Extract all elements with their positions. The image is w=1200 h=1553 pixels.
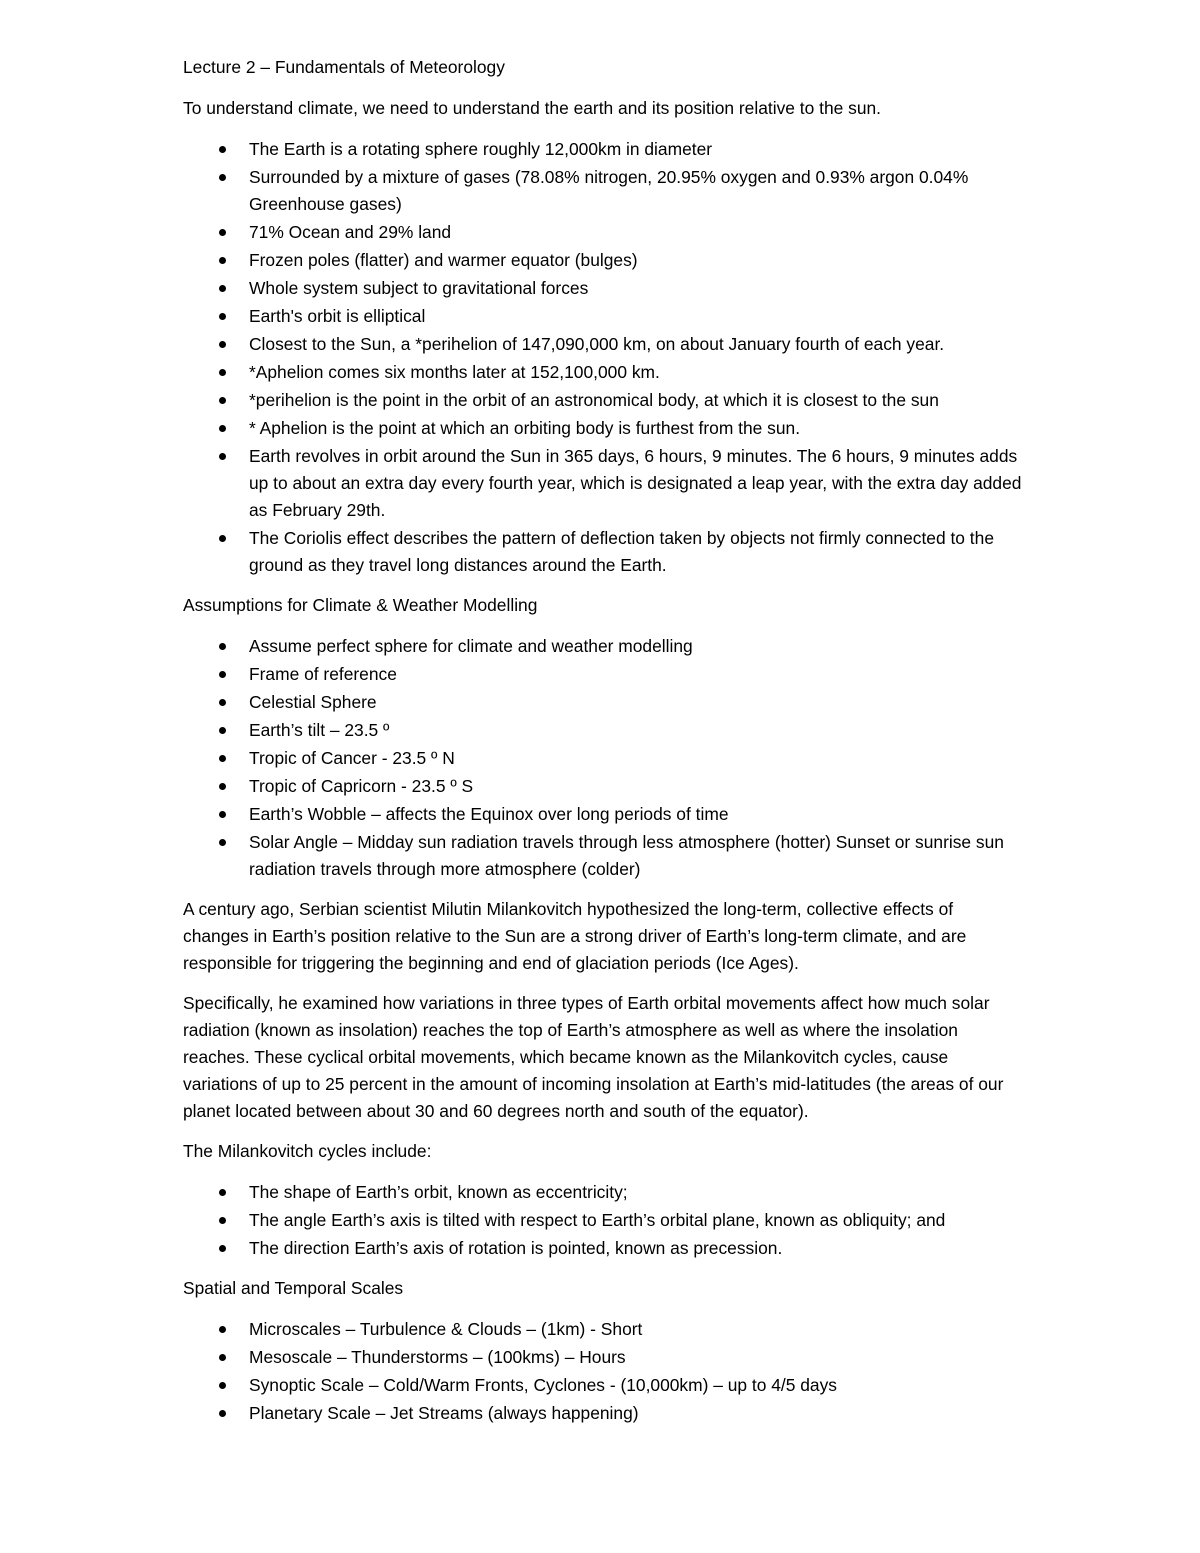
bullet-icon xyxy=(219,453,226,460)
assumptions-heading: Assumptions for Climate & Weather Modelling xyxy=(183,595,538,615)
bullet-icon xyxy=(219,229,226,236)
bullet-icon xyxy=(219,313,226,320)
bullet-icon xyxy=(219,1245,226,1252)
list-item: The Coriolis effect describes the pattern of deflection taken by objects not firmly connected to the ground as they travel long distances around the Earth. xyxy=(183,525,1023,579)
scales-heading: Spatial and Temporal Scales xyxy=(183,1278,404,1298)
bullet-icon xyxy=(219,783,226,790)
list-item: Earth's orbit is elliptical xyxy=(183,303,1023,330)
bullet-icon xyxy=(219,1217,226,1224)
list-item: * Aphelion is the point at which an orbiting body is furthest from the sun. xyxy=(183,415,1023,442)
cycles-heading: The Milankovitch cycles include: xyxy=(183,1141,432,1161)
list-item: The angle Earth’s axis is tilted with respect to Earth’s orbital plane, known as obliquity; and xyxy=(183,1207,1023,1234)
list-item: Earth’s tilt – 23.5 º xyxy=(183,717,1023,744)
bullet-icon xyxy=(219,671,226,678)
earth-facts-list xyxy=(183,136,1023,579)
bullet-icon xyxy=(219,643,226,650)
list-item: Whole system subject to gravitational forces xyxy=(183,275,1023,302)
lecture-heading: Lecture 2 – Fundamentals of Meteorology xyxy=(183,57,505,77)
milankovitch-paragraph-2: Specifically, he examined how variations in three types of Earth orbital movements affect how much solar radiation (known as insolation) reaches the top of Earth’s atmosphere as well as where the insolation reaches. These cyclical orbital movements, which became known as the Milankovitch cycles, cause variations of up to 25 percent in the amount of incoming insolation at Earth’s mid-latitudes (the areas of our planet located between about 30 and 60 degrees north and south of the equator). xyxy=(183,993,1004,1121)
intro-paragraph: To understand climate, we need to understand the earth and its position relative to the sun. xyxy=(183,98,881,118)
bullet-icon xyxy=(219,1189,226,1196)
list-item: 71% Ocean and 29% land xyxy=(183,219,1023,246)
bullet-icon xyxy=(219,1410,226,1417)
list-item: *perihelion is the point in the orbit of an astronomical body, at which it is closest to the sun xyxy=(183,387,1023,414)
list-item: The direction Earth’s axis of rotation is pointed, known as precession. xyxy=(183,1235,1023,1262)
bullet-icon xyxy=(219,341,226,348)
list-item: The shape of Earth’s orbit, known as eccentricity; xyxy=(183,1179,1023,1206)
list-item: Frozen poles (flatter) and warmer equator (bulges) xyxy=(183,247,1023,274)
list-item: Surrounded by a mixture of gases (78.08% nitrogen, 20.95% oxygen and 0.93% argon 0.04% Greenhouse gases) xyxy=(183,164,1023,218)
bullet-icon xyxy=(219,535,226,542)
bullet-icon xyxy=(219,755,226,762)
scales-list xyxy=(183,1316,1023,1427)
bullet-icon xyxy=(219,1382,226,1389)
list-item: Solar Angle – Midday sun radiation travels through less atmosphere (hotter) Sunset or sunrise sun radiation travels through more atmosphere (colder) xyxy=(183,829,1023,883)
bullet-icon xyxy=(219,146,226,153)
cycles-list xyxy=(183,1179,1023,1262)
bullet-icon xyxy=(219,1354,226,1361)
bullet-icon xyxy=(219,425,226,432)
bullet-icon xyxy=(219,1326,226,1333)
list-item: Celestial Sphere xyxy=(183,689,1023,716)
document-page xyxy=(183,54,1023,1440)
list-item: Frame of reference xyxy=(183,661,1023,688)
bullet-icon xyxy=(219,699,226,706)
bullet-icon xyxy=(219,369,226,376)
bullet-icon xyxy=(219,839,226,846)
list-item: Synoptic Scale – Cold/Warm Fronts, Cyclones - (10,000km) – up to 4/5 days xyxy=(183,1372,1023,1399)
bullet-icon xyxy=(219,285,226,292)
list-item: Closest to the Sun, a *perihelion of 147,090,000 km, on about January fourth of each year. xyxy=(183,331,1023,358)
list-item: Mesoscale – Thunderstorms – (100kms) – Hours xyxy=(183,1344,1023,1371)
list-item: Assume perfect sphere for climate and weather modelling xyxy=(183,633,1023,660)
list-item: The Earth is a rotating sphere roughly 12,000km in diameter xyxy=(183,136,1023,163)
milankovitch-paragraph-1: A century ago, Serbian scientist Milutin Milankovitch hypothesized the long-term, collective effects of changes in Earth’s position relative to the Sun are a strong driver of Earth’s long-term climate, and are responsible for triggering the beginning and end of glaciation periods (Ice Ages). xyxy=(183,899,967,973)
list-item: Microscales – Turbulence & Clouds – (1km) - Short xyxy=(183,1316,1023,1343)
assumptions-list xyxy=(183,633,1023,883)
list-item: Earth’s Wobble – affects the Equinox over long periods of time xyxy=(183,801,1023,828)
list-item: Planetary Scale – Jet Streams (always happening) xyxy=(183,1400,1023,1427)
list-item: Tropic of Cancer - 23.5 º N xyxy=(183,745,1023,772)
list-item: Earth revolves in orbit around the Sun in 365 days, 6 hours, 9 minutes. The 6 hours, 9 minutes adds up to about an extra day every fourth year, which is designated a leap year, with the extra day added as February 29th. xyxy=(183,443,1023,524)
bullet-icon xyxy=(219,811,226,818)
bullet-icon xyxy=(219,174,226,181)
bullet-icon xyxy=(219,727,226,734)
bullet-icon xyxy=(219,397,226,404)
list-item: *Aphelion comes six months later at 152,100,000 km. xyxy=(183,359,1023,386)
list-item: Tropic of Capricorn - 23.5 º S xyxy=(183,773,1023,800)
bullet-icon xyxy=(219,257,226,264)
